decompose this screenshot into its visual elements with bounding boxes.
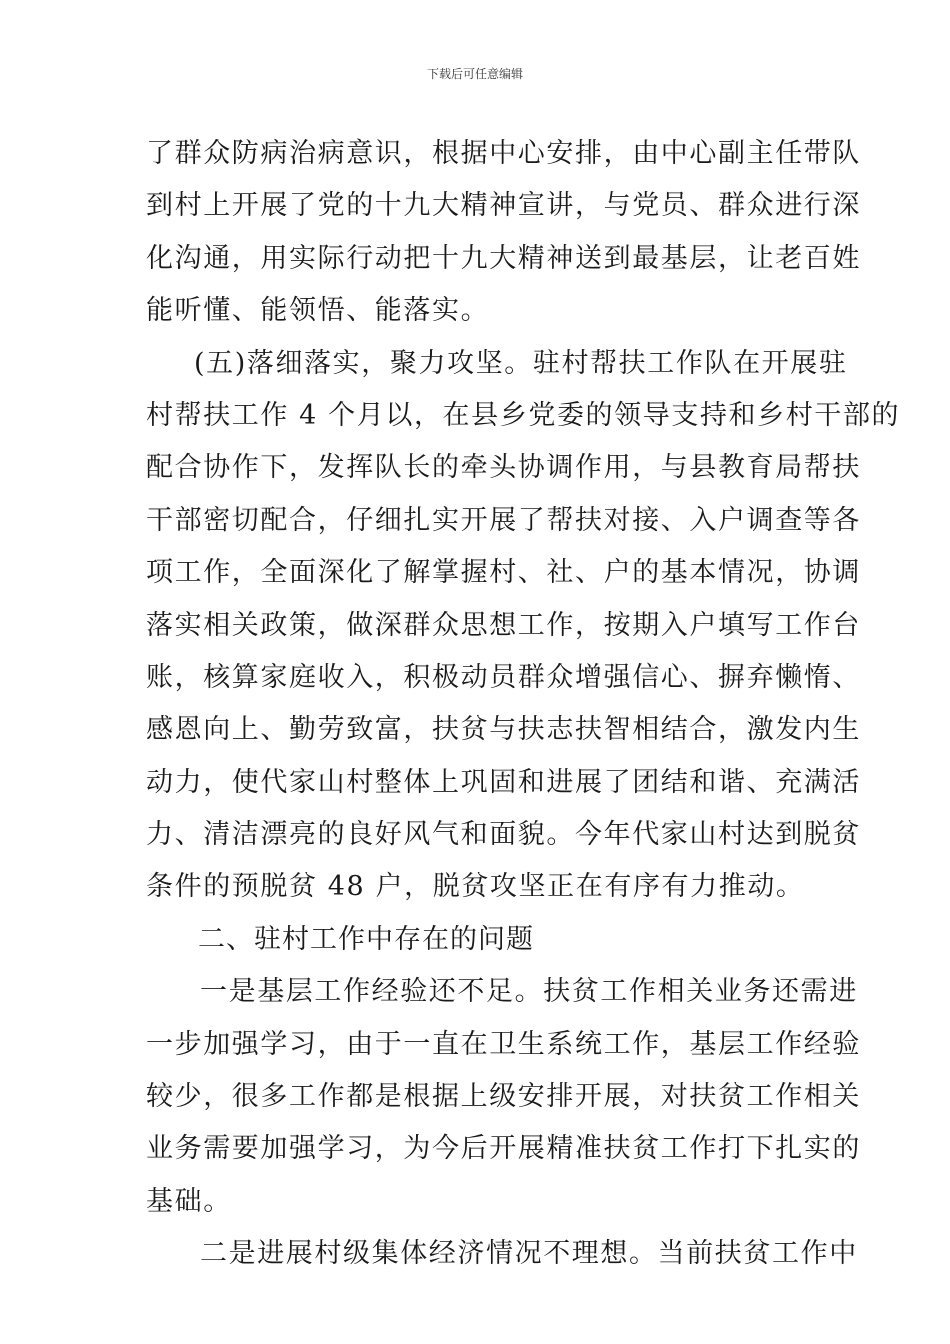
text-line: 基础。 bbox=[146, 1185, 232, 1217]
text-line: 了群众防病治病意识，根据中心安排，由中心副主任带队 bbox=[146, 138, 861, 169]
text-line: 账，核算家庭收入，积极动员群众增强信心、摒弃懒惰、 bbox=[146, 661, 861, 693]
text-line: 较少，很多工作都是根据上级安排开展，对扶贫工作相关 bbox=[146, 1081, 861, 1113]
text-line: 落实相关政策，做深群众思想工作，按期入户填写工作台 bbox=[146, 609, 861, 641]
text-line: 化沟通，用实际行动把十九大精神送到最基层，让老百姓 bbox=[146, 242, 861, 274]
paragraph-start-line: (五)落细落实，聚力攻坚。驻村帮扶工作队在开展驻 bbox=[194, 347, 848, 379]
text-line: 到村上开展了党的十九大精神宣讲，与党员、群众进行深 bbox=[146, 190, 861, 222]
document-body bbox=[146, 128, 901, 1281]
text-line: 村帮扶工作 4 个月以，在县乡党委的领导支持和乡村干部的 bbox=[146, 399, 901, 431]
section-heading: 二、驻村工作中存在的问题 bbox=[198, 923, 534, 955]
text-line: 力、清洁漂亮的良好风气和面貌。今年代家山村达到脱贫 bbox=[146, 819, 861, 851]
text-line: 动力，使代家山村整体上巩固和进展了团结和谐、充满活 bbox=[146, 766, 861, 798]
text-line: 能听懂、能领悟、能落实。 bbox=[146, 295, 490, 327]
text-line: 项工作，全面深化了解掌握村、社、户的基本情况，协调 bbox=[146, 557, 861, 589]
text-line: 条件的预脱贫 48 户，脱贫攻坚正在有序有力推动。 bbox=[146, 871, 805, 903]
text-line: 感恩向上、勤劳致富，扶贫与扶志扶智相结合，激发内生 bbox=[146, 714, 861, 746]
text-line: 一步加强学习，由于一直在卫生系统工作，基层工作经验 bbox=[146, 1028, 861, 1060]
text-line: 配合协作下，发挥队长的牵头协调作用，与县教育局帮扶 bbox=[146, 452, 861, 484]
text-line: 业务需要加强学习，为今后开展精准扶贫工作打下扎实的 bbox=[146, 1133, 861, 1165]
page-header-note: 下载后可任意编辑 bbox=[426, 67, 523, 81]
text-line: 干部密切配合，仔细扎实开展了帮扶对接、入户调查等各 bbox=[146, 504, 861, 536]
paragraph-start-line: 二是进展村级集体经济情况不理想。当前扶贫工作中 bbox=[200, 1238, 858, 1270]
paragraph-start-line: 一是基层工作经验还不足。扶贫工作相关业务还需进 bbox=[200, 976, 858, 1008]
